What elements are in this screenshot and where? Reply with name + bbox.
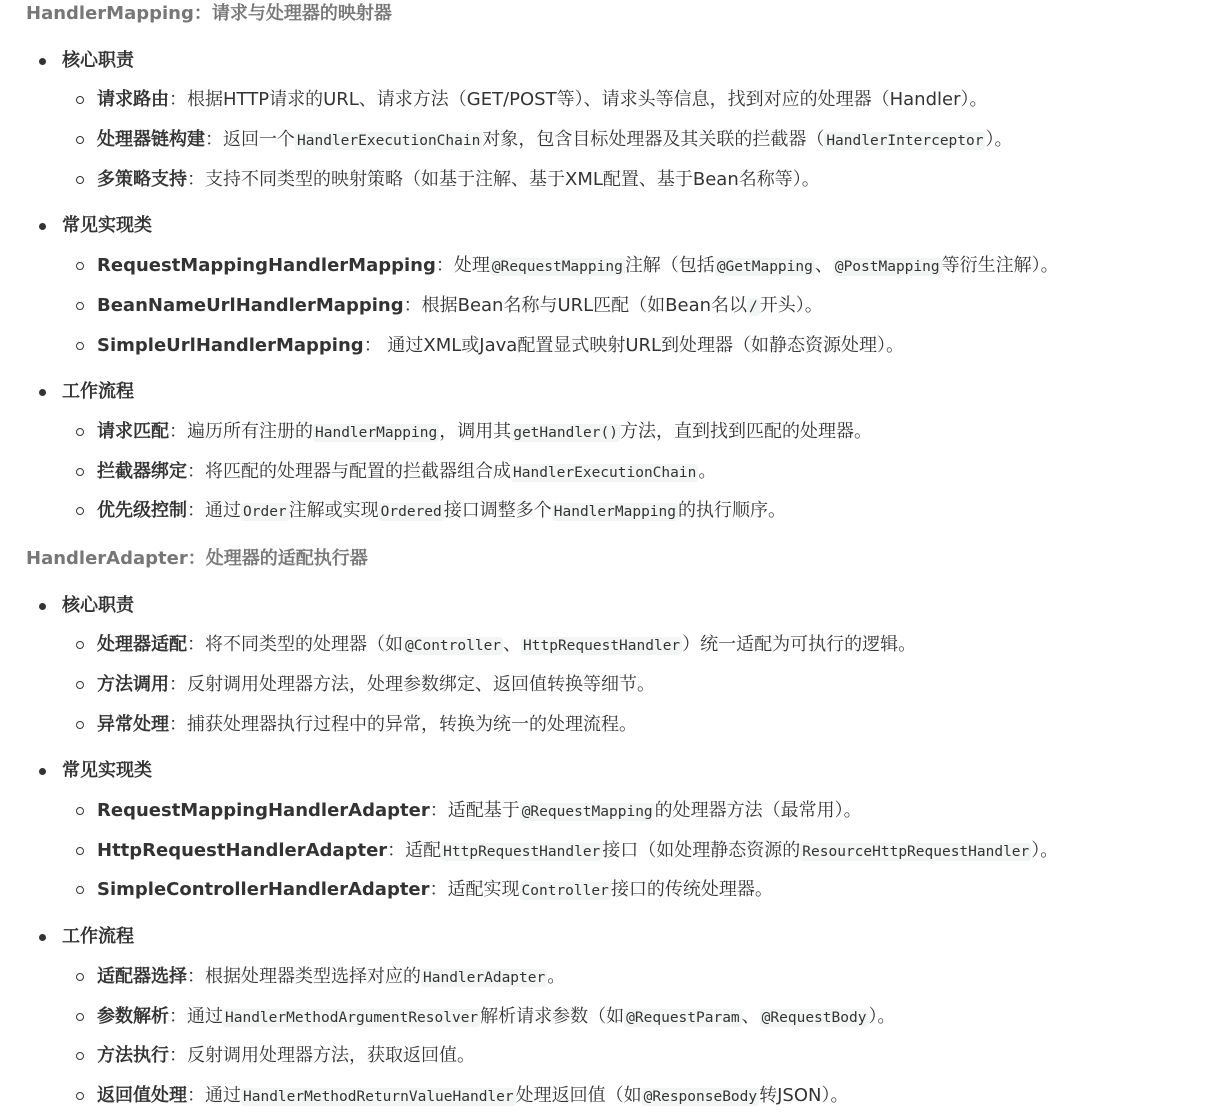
- item-term: BeanNameUrlHandlerMapping: [97, 294, 404, 316]
- item-text: ：根据处理器类型选择对应的: [187, 965, 421, 987]
- item-term: 参数解析: [97, 1005, 169, 1027]
- inline-code: /: [749, 298, 758, 315]
- item-text: 、: [814, 255, 833, 277]
- item-text: 注解（包括: [624, 255, 715, 277]
- item-text: 。: [547, 965, 566, 987]
- item-term: 请求匹配: [97, 420, 169, 442]
- inline-code: Order: [243, 504, 287, 521]
- inline-code: Controller: [521, 883, 609, 900]
- item-text: ：根据HTTP请求的URL、请求方法（GET/POST等）、请求头等信息，找到对应的处理器（Handler）。: [169, 89, 988, 111]
- inline-code: ResourceHttpRequestHandler: [802, 843, 1030, 860]
- list-item: [0, 286, 1211, 326]
- group-heading: 核心职责: [0, 41, 1211, 81]
- list-item: [0, 831, 1211, 871]
- item-text: 转JSON）。: [759, 1084, 849, 1106]
- item-text: ：反射调用处理器方法，获取返回值。: [169, 1045, 475, 1067]
- list-item: [0, 870, 1211, 910]
- section-title: HandlerMapping：请求与处理器的映射器: [26, 3, 392, 24]
- item-term: 请求路由: [97, 89, 169, 111]
- list-item: [0, 326, 1211, 366]
- item-text: 处理返回值（如: [515, 1084, 642, 1106]
- inline-code: HandlerExecutionChain: [297, 133, 481, 150]
- item-text: 等衍生注解）。: [941, 255, 1059, 277]
- inline-code: HandlerMapping: [315, 424, 438, 441]
- list-item: [0, 412, 1211, 452]
- list-item: [0, 997, 1211, 1037]
- item-text: ，调用其: [439, 420, 512, 442]
- item-term: SimpleControllerHandlerAdapter: [97, 879, 430, 901]
- item-text: ：通过: [187, 1084, 241, 1106]
- item-text: ）。: [868, 1005, 896, 1027]
- inline-code: HandlerAdapter: [423, 969, 546, 986]
- item-term: 多策略支持: [97, 168, 187, 190]
- inline-code: @GetMapping: [716, 259, 813, 276]
- inline-code: @RequestParam: [626, 1009, 740, 1026]
- item-term: 处理器链构建: [97, 129, 205, 151]
- list-item: [0, 160, 1211, 200]
- group-heading: 常见实现类: [0, 206, 1211, 246]
- item-text: 、: [503, 634, 522, 656]
- list-item: [0, 452, 1211, 492]
- item-text: ：遍历所有注册的: [169, 420, 313, 442]
- inline-code: Ordered: [380, 504, 442, 521]
- list-item: [0, 80, 1211, 120]
- item-term: 拦截器绑定: [97, 460, 187, 482]
- item-text: 、: [741, 1005, 760, 1027]
- inline-code: @RequestMapping: [521, 804, 653, 821]
- inline-code: HandlerMethodArgumentResolver: [225, 1009, 479, 1026]
- item-text: ：适配基于: [429, 800, 520, 822]
- item-text: 方法，直到找到匹配的处理器。: [619, 420, 872, 442]
- item-text: 注解或实现: [288, 500, 379, 522]
- list-item: [0, 120, 1211, 160]
- item-text: 的处理器方法（最常用）。: [654, 800, 862, 822]
- section-title: HandlerAdapter：处理器的适配执行器: [26, 547, 368, 569]
- item-term: SimpleUrlHandlerMapping: [97, 334, 364, 356]
- item-term: 方法调用: [97, 674, 169, 695]
- item-term: 处理器适配: [97, 634, 187, 656]
- item-text: ：适配: [387, 839, 442, 861]
- item-text: 接口的传统处理器。: [610, 879, 773, 901]
- item-term: RequestMappingHandlerMapping: [97, 255, 436, 277]
- item-text: 接口调整多个: [443, 500, 552, 522]
- item-text: ：捕获处理器执行过程中的异常，转换为统一的处理流程。: [169, 713, 637, 735]
- inline-code: @ResponseBody: [643, 1088, 758, 1105]
- item-term: 适配器选择: [97, 965, 187, 987]
- group-heading: 工作流程: [0, 372, 1211, 412]
- inline-code: HandlerMapping: [553, 504, 676, 521]
- item-text: ： 通过XML或Java配置显式映射URL到处理器（如静态资源处理）。: [363, 334, 905, 356]
- item-text: 的执行顺序。: [677, 500, 786, 522]
- item-text: ：反射调用处理器方法，处理参数绑定、返回值转换等细节。: [169, 674, 655, 695]
- item-text: ：返回一个: [205, 129, 295, 151]
- inline-code: @PostMapping: [834, 259, 940, 276]
- list-item: [0, 705, 1211, 745]
- inline-code: HandlerInterceptor: [826, 133, 984, 150]
- item-text: ：适配实现: [429, 879, 520, 901]
- list-item: [0, 491, 1211, 531]
- item-text: 接口（如处理静态资源的: [602, 839, 801, 861]
- item-term: RequestMappingHandlerAdapter: [97, 800, 430, 822]
- list-item: [0, 246, 1211, 286]
- inline-code: @Controller: [405, 638, 502, 655]
- item-text: 开头）。: [759, 294, 823, 316]
- item-text: ）。: [1031, 839, 1059, 861]
- inline-code: getHandler(): [513, 424, 618, 441]
- list-item: [0, 1076, 1211, 1116]
- inline-code: HttpRequestHandler: [443, 843, 601, 860]
- item-text: 对象，包含目标处理器及其关联的拦截器（: [482, 129, 825, 151]
- item-text: ：将匹配的处理器与配置的拦截器组合成: [187, 460, 511, 482]
- item-text: 。: [698, 460, 717, 482]
- inline-code: HttpRequestHandler: [523, 638, 681, 655]
- item-term: 方法执行: [97, 1045, 169, 1067]
- inline-code: HandlerExecutionChain: [513, 464, 697, 481]
- item-text: ：处理: [435, 255, 490, 277]
- list-item: [0, 665, 1211, 705]
- inline-code: HandlerMethodReturnValueHandler: [243, 1088, 514, 1105]
- item-text: ）。: [985, 129, 1013, 151]
- item-text: ）统一适配为可执行的逻辑。: [682, 634, 917, 656]
- item-text: 解析请求参数（如: [480, 1005, 625, 1027]
- item-text: ：根据Bean名称与URL匹配（如Bean名以: [403, 294, 748, 316]
- group-heading: 常见实现类: [0, 751, 1211, 791]
- group-heading: 核心职责: [0, 586, 1211, 626]
- item-term: 返回值处理: [97, 1084, 187, 1106]
- item-text: ：通过: [187, 500, 241, 522]
- item-term: 优先级控制: [97, 500, 187, 522]
- item-text: ：通过: [169, 1005, 223, 1027]
- list-item: [0, 957, 1211, 997]
- group-heading: 工作流程: [0, 917, 1211, 957]
- item-term: 异常处理: [97, 713, 169, 735]
- inline-code: @RequestBody: [761, 1009, 867, 1026]
- item-text: ：支持不同类型的映射策略（如基于注解、基于XML配置、基于Bean名称等）。: [187, 168, 820, 190]
- item-term: HttpRequestHandlerAdapter: [97, 839, 388, 861]
- list-item: [0, 791, 1211, 831]
- list-item: [0, 1036, 1211, 1076]
- item-text: ：将不同类型的处理器（如: [187, 634, 403, 656]
- list-item: [0, 625, 1211, 665]
- inline-code: @RequestMapping: [491, 259, 623, 276]
